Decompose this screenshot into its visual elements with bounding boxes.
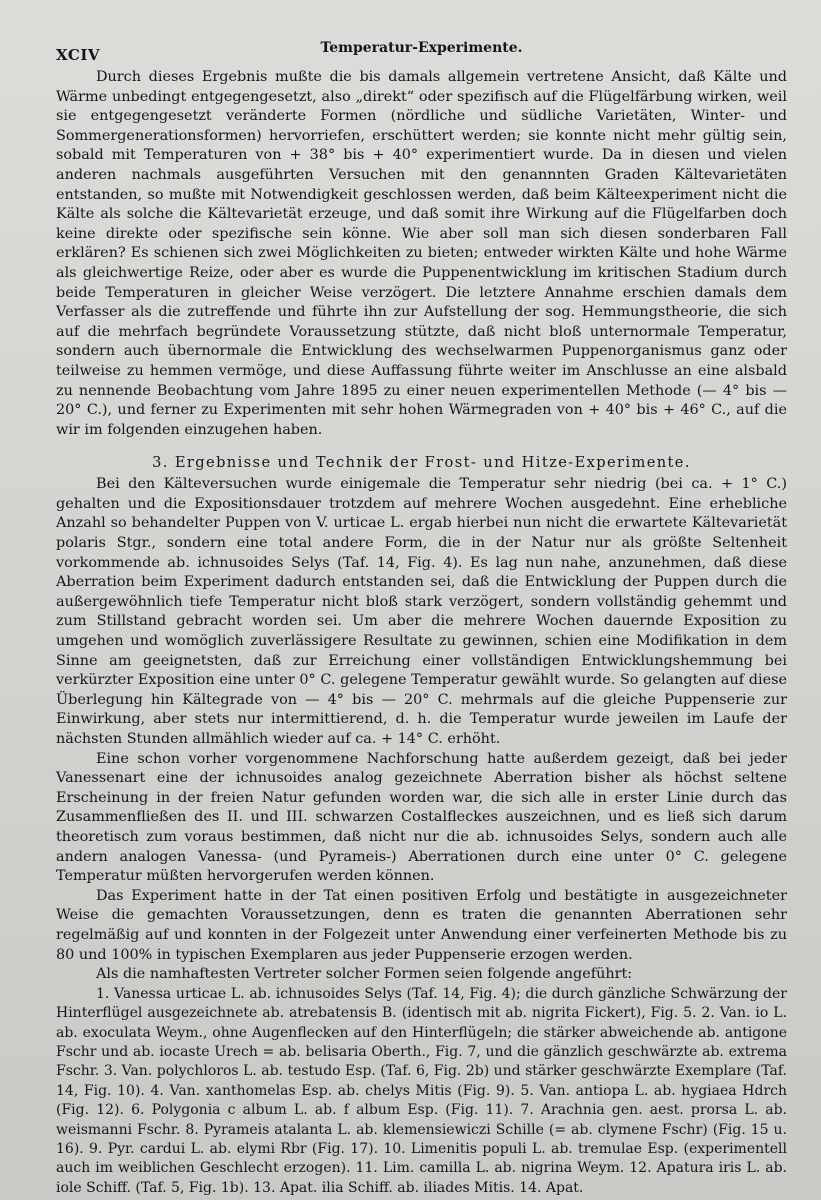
body-paragraph: Das Experiment hatte in der Tat einen positiven Erfolg und bestätigte in ausgezeichneter Weise die gemachten Voraussetzungen, denn es traten die genannten Aberrationen sehr regelmäßig auf und konnten in der Folgezeit unter Anwendung einer verfeinerten Methode bis zu 80 und 100% in typischen Exemplaren aus jeder Puppenserie erzogen werden. [56,887,787,963]
body-paragraph: Als die namhaftesten Vertreter solcher Formen seien folgende angeführt: [96,966,633,983]
page-number: XCIV [56,46,100,64]
aberration-list [56,985,787,1198]
body-paragraph: Eine schon vorher vorgenommene Nachforschung hatte außerdem gezeigt, daß bei jeder Vanessenart eine der ichnusoides analog gezeichnete Aberration bisher als höchst seltene Erscheinung in der freien Natur gefunden worden war, die sich alle in erster Linie durch das Zusammenfließen des II. und III. schwarzen Costalfleckes auszeichnen, und es ließ sich darum theoretisch zum voraus bestimmen, daß nicht nur die ab. ichnusoides Selys, sondern auch alle andern analogen Vanessa- (und Pyrameis-) Aberrationen durch eine unter 0° C. gelegene Temperatur müßten hervorgerufen werden können. [56,750,787,885]
intro-paragraph: Durch dieses Ergebnis mußte die bis damals allgemein vertretene Ansicht, daß Kälte und Wärme unbedingt entgegengesetzt, also „direkt“ oder spezifisch auf die Flügelfärbung wirken, weil sie entgegengesetzt veränderte Formen (nördliche und südliche Varietäten, Winter- und Sommergenerationsformen) hervorriefen, erschüttert werden; sie konnte nicht mehr gültig sein, sobald mit Temperaturen von + 38° bis + 40° experimentiert wurde. Da in diesen und vielen anderen nachmals ausgeführten Versuchen mit den genannnten Graden Kältevarietäten entstanden, so mußte mit Notwendigkeit geschlossen werden, daß beim Kälteexperiment nicht die Kälte als solche die Kältevarietät erzeuge, und daß somit ihre Wirkung auf die Flügelfarben doch keine direkte oder spezifische sein könne. Wie aber soll man sich diesen sonderbaren Fall erklären? Es schienen sich zwei Möglichkeiten zu bieten; entweder wirkten Kälte und hohe Wärme als gleichwertige Reize, oder aber es wurde die Puppenentwicklung im kritischen Stadium durch beide Temperaturen in gleicher Weise verzögert. Die letztere Annahme erschien damals dem Verfasser als die zutreffende und führte ihn zur Aufstellung der sog. Hemmungstheorie, die sich auf die mehrfach begründete Voraussetzung stützte, daß nicht bloß unternormale Temperatur, sondern auch übernormale die Entwicklung des wechselwarmen Puppenorganismus ganz oder teilweise zu hemmen vermöge, und diese Auffassung führte weiter im Anschlusse an eine alsbald zu nennende Beobachtung vom Jahre 1895 zu einer neuen experimentellen Methode (— 4° bis — 20° C.), und ferner zu Experimenten mit sehr hohen Wärmegraden von + 40° bis + 46° C., auf die wir im folgenden einzugehen haben. [56,69,787,438]
body-paragraph: Bei den Kälteversuchen wurde einigemale die Temperatur sehr niedrig (bei ca. + 1° C.) gehalten und die Expositionsdauer trotzdem auf mehrere Wochen ausgedehnt. Eine erhebliche Anzahl so behandelter Puppen von V. urticae L. ergab hierbei nun nicht die erwartete Kältevarietät polaris Stgr., sondern eine total andere Form, die in der Natur nur als größte Seltenheit vorkommende ab. ichnusoides Selys (Taf. 14, Fig. 4). Es lag nun nahe, anzunehmen, daß diese Aberration beim Experiment dadurch entstanden sei, daß die Entwicklung der Puppen durch die außergewöhnlich tiefe Temperatur nicht bloß stark verzögert, sondern vollständig gehemmt und zum Stillstand gebracht worden sei. Um aber die mehrere Wochen dauernde Exposition zu umgehen und womöglich zuverlässigere Resultate zu gewinnen, schien eine Modifikation in dem Sinne am geeignetsten, daß zur Erreichung einer vollständigen Entwicklungshemmung bei verkürzter Exposition eine unter 0° C. gelegene Temperatur gewählt wurde. So gelangten auf diese Überlegung hin Kältegrade von — 4° bis — 20° C. mehrmals auf die gleiche Puppenserie zur Einwirkung, aber stets nur intermittierend, d. h. die Temperatur wurde jeweilen im Laufe der nächsten Stunden allmählich wieder auf ca. + 14° C. erhöht. [56,476,787,747]
aberration-list-text: 1. Vanessa urticae L. ab. ichnusoides Selys (Taf. 14, Fig. 4); die durch gänzliche Schwärzung der Hinterflügel ausgezeichnete ab. atrebatensis B. (identisch mit ab. nigrita Fickert), Fig. 5. 2. Van. io L. ab. exoculata Weym., ohne Augenflecken auf den Hinterflügeln; die stärker abweichende ab. antigone Fschr und ab. iocaste Urech = ab. belisaria Oberth., Fig. 7, und die gänzlich geschwärzte ab. extrema Fschr. 3. Van. polychloros L. ab. testudo Esp. (Taf. 6, Fig. 2b) und stärker geschwärzte Exemplare (Taf. 14, Fig. 10). 4. Van. xanthomelas Esp. ab. chelys Mitis (Fig. 9). 5. Van. antiopa L. ab. hygiaea Hdrch (Fig. 12). 6. Polygonia c album L. ab. f album Esp. (Fig. 11). 7. Arachnia gen. aest. prorsa L. ab. weismanni Fschr. 8. Pyrameis atalanta L. ab. klemensiewiczi Schille (= ab. clymene Fschr) (Fig. 15 u. 16). 9. Pyr. cardui L. ab. elymi Rbr (Fig. 17). 10. Limenitis populi L. ab. tremulae Esp. (experimentell auch im weiblichen Geschlecht erzogen). 11. Lim. camilla L. ab. nigrina Weym. 12. Apatura iris L. ab. iole Schiff. (Taf. 5, Fig. 1b). 13. Apat. ilia Schiff. ab. iliades Mitis. 14. Apat. [56,985,787,1196]
running-head [56,38,787,68]
running-title: Temperatur-Experimente. [320,40,523,56]
section-heading: 3. Ergebnisse und Technik der Frost- und Hitze-Experimente. [152,454,691,472]
